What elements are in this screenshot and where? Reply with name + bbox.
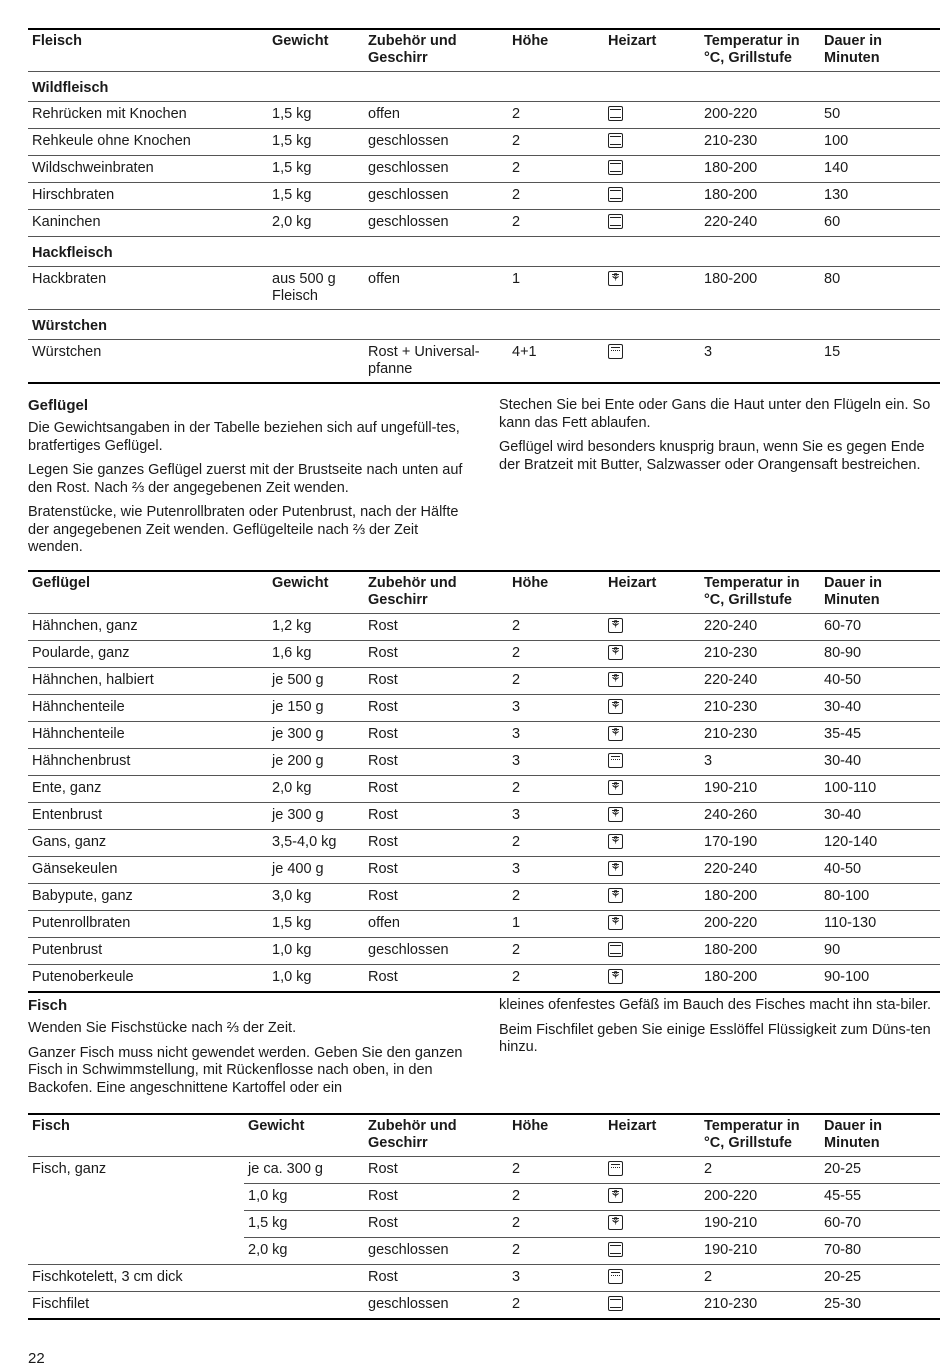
table-row — [28, 210, 940, 237]
cell-weight: 1,5 kg — [268, 183, 364, 210]
cell-level: 3 — [508, 857, 604, 884]
cell-duration: 140 — [820, 156, 940, 183]
col-header-heating: Heizart — [608, 575, 657, 591]
fan-grill-icon — [608, 861, 623, 876]
table-row — [28, 183, 940, 210]
top-bottom-icon — [608, 214, 623, 229]
cell-accessory: Rost — [364, 1157, 508, 1184]
cell-accessory: geschlossen — [364, 1238, 508, 1265]
cell-duration: 50 — [820, 102, 940, 129]
cell-weight: je 200 g — [268, 749, 364, 776]
table-row — [28, 830, 940, 857]
fan-grill-icon — [608, 271, 623, 286]
cell-temperature: 3 — [700, 340, 820, 384]
table-row — [28, 1211, 940, 1238]
cell-level: 3 — [508, 722, 604, 749]
cell-accessory: Rost — [364, 614, 508, 641]
cell-name: Würstchen — [28, 340, 268, 384]
fan-grill-icon — [608, 699, 623, 714]
section-row — [28, 310, 940, 340]
cell-duration: 80 — [820, 267, 940, 310]
cell-level: 2 — [508, 1157, 604, 1184]
cell-weight: 2,0 kg — [244, 1238, 364, 1265]
cell-accessory: Rost — [364, 803, 508, 830]
cell-name — [28, 1238, 244, 1265]
cell-heating — [604, 1238, 700, 1265]
table-row — [28, 1157, 940, 1184]
cell-heating — [604, 1157, 700, 1184]
cell-level: 1 — [508, 911, 604, 938]
cell-duration: 60-70 — [820, 614, 940, 641]
cell-temperature: 220-240 — [700, 857, 820, 884]
cell-level: 2 — [508, 102, 604, 129]
section-title: Wildfleisch — [28, 72, 940, 102]
cell-heating — [604, 1265, 700, 1292]
cell-weight: je 300 g — [268, 722, 364, 749]
table-row — [28, 668, 940, 695]
fan-grill-icon — [608, 672, 623, 687]
cell-name: Fischkotelett, 3 cm dick — [28, 1265, 244, 1292]
cell-level: 2 — [508, 884, 604, 911]
cell-duration: 60-70 — [820, 1211, 940, 1238]
section-row — [28, 237, 940, 267]
cell-heating — [604, 1184, 700, 1211]
table-row — [28, 614, 940, 641]
top-bottom-icon — [608, 942, 623, 957]
table-row — [28, 129, 940, 156]
col-header-temperature: Temperatur in °C, Grillstufe — [704, 33, 800, 66]
cell-accessory: geschlossen — [364, 156, 508, 183]
cell-name: Gans, ganz — [28, 830, 268, 857]
cell-heating — [604, 1292, 700, 1320]
cell-duration: 70-80 — [820, 1238, 940, 1265]
fan-grill-icon — [608, 834, 623, 849]
cell-weight: 1,0 kg — [268, 938, 364, 965]
top-bottom-icon — [608, 1296, 623, 1311]
cell-temperature: 210-230 — [700, 722, 820, 749]
cell-level: 2 — [508, 830, 604, 857]
col-header-accessory: Zubehör und Geschirr — [368, 575, 457, 608]
cell-temperature: 180-200 — [700, 938, 820, 965]
table-row — [28, 857, 940, 884]
table-row — [28, 267, 940, 310]
cell-name: Kaninchen — [28, 210, 268, 237]
cell-temperature: 180-200 — [700, 267, 820, 310]
table-row — [28, 695, 940, 722]
cell-name: Hirschbraten — [28, 183, 268, 210]
cell-heating — [604, 210, 700, 237]
cell-weight: je ca. 300 g — [244, 1157, 364, 1184]
cell-level: 3 — [508, 749, 604, 776]
col-header-fish: Fisch — [32, 1118, 70, 1134]
table-row — [28, 641, 940, 668]
table-row — [28, 722, 940, 749]
cell-name: Entenbrust — [28, 803, 268, 830]
cell-weight: 1,0 kg — [268, 965, 364, 993]
cell-duration: 100 — [820, 129, 940, 156]
col-header-meat: Fleisch — [32, 33, 82, 49]
top-bottom-icon — [608, 106, 623, 121]
table-row — [28, 884, 940, 911]
cell-level: 2 — [508, 776, 604, 803]
cell-weight: 1,5 kg — [268, 911, 364, 938]
cell-temperature: 180-200 — [700, 156, 820, 183]
cell-heating — [604, 695, 700, 722]
table-header-row — [28, 571, 940, 614]
cell-temperature: 210-230 — [700, 129, 820, 156]
table-row — [28, 156, 940, 183]
fan-grill-icon — [608, 969, 623, 984]
cell-temperature: 200-220 — [700, 1184, 820, 1211]
cell-temperature: 180-200 — [700, 965, 820, 993]
cell-duration: 40-50 — [820, 668, 940, 695]
fan-grill-icon — [608, 915, 623, 930]
cell-temperature: 180-200 — [700, 183, 820, 210]
cell-name: Putenoberkeule — [28, 965, 268, 993]
cell-weight — [244, 1265, 364, 1292]
paragraph: Beim Fischfilet geben Sie einige Esslöffel Flüssigkeit zum Düns-ten hinzu. — [499, 1021, 931, 1055]
cell-temperature: 170-190 — [700, 830, 820, 857]
cell-name: Wildschweinbraten — [28, 156, 268, 183]
cell-accessory: Rost + Universal-pfanne — [364, 340, 508, 384]
cell-name: Hähnchenteile — [28, 695, 268, 722]
cell-heating — [604, 156, 700, 183]
table-row — [28, 965, 940, 993]
col-header-level: Höhe — [512, 33, 549, 49]
cell-name: Babypute, ganz — [28, 884, 268, 911]
cell-heating — [604, 183, 700, 210]
cell-level: 2 — [508, 183, 604, 210]
cell-heating — [604, 776, 700, 803]
cell-temperature: 200-220 — [700, 911, 820, 938]
section-title: Würstchen — [28, 310, 940, 340]
cell-weight: je 400 g — [268, 857, 364, 884]
cell-name: Hähnchenbrust — [28, 749, 268, 776]
cell-level: 2 — [508, 938, 604, 965]
cell-name: Hähnchenteile — [28, 722, 268, 749]
cell-weight: je 150 g — [268, 695, 364, 722]
cell-weight — [268, 340, 364, 384]
cell-accessory: Rost — [364, 857, 508, 884]
section-title-fish: Fisch — [28, 997, 68, 1014]
cell-heating — [604, 722, 700, 749]
cell-level: 3 — [508, 803, 604, 830]
cell-heating — [604, 884, 700, 911]
table-row — [28, 1265, 940, 1292]
section-title-poultry: Geflügel — [28, 397, 89, 414]
cell-accessory: Rost — [364, 884, 508, 911]
cell-duration: 130 — [820, 183, 940, 210]
col-header-poultry: Geflügel — [32, 575, 91, 591]
cell-level: 2 — [508, 614, 604, 641]
col-header-duration: Dauer in Minuten — [824, 1118, 883, 1151]
grill-icon — [608, 1161, 623, 1176]
cell-weight: je 300 g — [268, 803, 364, 830]
cell-accessory: geschlossen — [364, 129, 508, 156]
cell-name: Fischfilet — [28, 1292, 244, 1320]
cell-name: Fisch, ganz — [32, 1161, 107, 1177]
section-title: Hackfleisch — [28, 237, 940, 267]
cell-accessory: geschlossen — [364, 183, 508, 210]
cell-duration: 90 — [820, 938, 940, 965]
cell-heating — [604, 830, 700, 857]
paragraph: Legen Sie ganzes Geflügel zuerst mit der Brustseite nach unten auf den Rost. Nach ⅔ der angegebenen Zeit wenden. — [28, 462, 463, 496]
cell-level: 2 — [508, 1238, 604, 1265]
cell-heating — [604, 102, 700, 129]
table-row — [28, 340, 940, 384]
cell-accessory: geschlossen — [364, 210, 508, 237]
cell-temperature: 220-240 — [700, 668, 820, 695]
table-header-row — [28, 1114, 940, 1157]
fan-grill-icon — [608, 807, 623, 822]
cell-heating — [604, 267, 700, 310]
cell-level: 3 — [508, 1265, 604, 1292]
fish-table — [28, 1113, 940, 1320]
table-row — [28, 749, 940, 776]
table-row — [28, 911, 940, 938]
cell-name: Ente, ganz — [28, 776, 268, 803]
cell-heating — [604, 965, 700, 993]
cell-accessory: Rost — [364, 749, 508, 776]
cell-accessory: geschlossen — [364, 1292, 508, 1320]
cell-duration: 20-25 — [820, 1265, 940, 1292]
cell-duration: 120-140 — [820, 830, 940, 857]
table-row — [28, 1184, 940, 1211]
cell-weight: 1,5 kg — [268, 156, 364, 183]
top-bottom-icon — [608, 160, 623, 175]
col-header-duration: Dauer in Minuten — [824, 33, 883, 66]
cell-accessory: Rost — [364, 668, 508, 695]
cell-weight: 3,5-4,0 kg — [268, 830, 364, 857]
top-bottom-icon — [608, 1242, 623, 1257]
paragraph: Geflügel wird besonders knusprig braun, wenn Sie es gegen Ende der Bratzeit mit Butter, Salzwasser oder Orangensaft bestreichen. — [499, 439, 925, 473]
paragraph: Wenden Sie Fischstücke nach ⅔ der Zeit. — [28, 1020, 297, 1036]
col-header-weight: Gewicht — [248, 1118, 305, 1134]
cell-heating — [604, 938, 700, 965]
cell-temperature: 190-210 — [700, 1238, 820, 1265]
cell-heating — [604, 749, 700, 776]
cell-duration: 15 — [820, 340, 940, 384]
page-number: 22 — [28, 1350, 45, 1367]
cell-temperature: 200-220 — [700, 102, 820, 129]
cell-heating — [604, 803, 700, 830]
cell-temperature: 2 — [700, 1157, 820, 1184]
cell-heating — [604, 1211, 700, 1238]
fan-grill-icon — [608, 618, 623, 633]
cell-temperature: 210-230 — [700, 641, 820, 668]
cell-duration: 20-25 — [820, 1157, 940, 1184]
cell-temperature: 220-240 — [700, 210, 820, 237]
cell-weight: aus 500 g Fleisch — [268, 267, 364, 310]
col-header-accessory: Zubehör und Geschirr — [368, 1118, 457, 1151]
cell-level: 2 — [508, 156, 604, 183]
cell-weight: 3,0 kg — [268, 884, 364, 911]
cell-name: Poularde, ganz — [28, 641, 268, 668]
paragraph: Ganzer Fisch muss nicht gewendet werden. Geben Sie den ganzen Fisch in Schwimmstellung, mit Rückenflosse nach oben, in den Backofen. Eine angeschnittene Kartoffel oder ein — [28, 1044, 463, 1096]
col-header-level: Höhe — [512, 575, 549, 591]
cell-heating — [604, 668, 700, 695]
col-header-temperature: Temperatur in °C, Grillstufe — [704, 575, 800, 608]
cell-name: Putenrollbraten — [28, 911, 268, 938]
table-header-row — [28, 29, 940, 72]
cell-accessory: offen — [364, 102, 508, 129]
cell-duration: 30-40 — [820, 749, 940, 776]
cell-level: 2 — [508, 210, 604, 237]
cell-accessory: Rost — [364, 1184, 508, 1211]
paragraph: Die Gewichtsangaben in der Tabelle beziehen sich auf ungefüll-tes, bratfertiges Geflügel. — [28, 420, 460, 454]
table-row — [28, 776, 940, 803]
fan-grill-icon — [608, 726, 623, 741]
cell-weight: 2,0 kg — [268, 776, 364, 803]
cell-accessory: Rost — [364, 641, 508, 668]
cell-temperature: 2 — [700, 1265, 820, 1292]
cell-accessory: offen — [364, 911, 508, 938]
cell-heating — [604, 911, 700, 938]
cell-weight: 1,5 kg — [268, 129, 364, 156]
cell-heating — [604, 340, 700, 384]
cell-duration: 80-100 — [820, 884, 940, 911]
cell-accessory: Rost — [364, 1211, 508, 1238]
col-header-heating: Heizart — [608, 1118, 657, 1134]
cell-accessory: geschlossen — [364, 938, 508, 965]
paragraph: Bratenstücke, wie Putenrollbraten oder Putenbrust, nach der Hälfte der angegebenen Zeit wenden. Geflügelteile nach ⅔ der Zeit wenden. — [28, 504, 459, 555]
top-bottom-icon — [608, 133, 623, 148]
poultry-table — [28, 570, 940, 993]
cell-level: 4+1 — [508, 340, 604, 384]
cell-weight: 2,0 kg — [268, 210, 364, 237]
cell-name: Hackbraten — [28, 267, 268, 310]
fan-grill-icon — [608, 888, 623, 903]
cell-temperature: 3 — [700, 749, 820, 776]
cell-heating — [604, 129, 700, 156]
fan-grill-icon — [608, 1188, 623, 1203]
table-row — [28, 1238, 940, 1265]
cell-duration: 40-50 — [820, 857, 940, 884]
grill-icon — [608, 753, 623, 768]
cell-accessory: Rost — [364, 776, 508, 803]
cell-weight: 1,5 kg — [244, 1211, 364, 1238]
table-row — [28, 1292, 940, 1320]
cell-name: Hähnchen, ganz — [28, 614, 268, 641]
cell-duration: 30-40 — [820, 695, 940, 722]
cell-name — [28, 1211, 244, 1238]
col-header-heating: Heizart — [608, 33, 657, 49]
cell-level: 2 — [508, 1184, 604, 1211]
cell-temperature: 210-230 — [700, 695, 820, 722]
cell-duration: 35-45 — [820, 722, 940, 749]
grill-icon — [608, 1269, 623, 1284]
top-bottom-icon — [608, 187, 623, 202]
cell-weight: 1,2 kg — [268, 614, 364, 641]
cell-temperature: 240-260 — [700, 803, 820, 830]
cell-name: Gänsekeulen — [28, 857, 268, 884]
col-header-temperature: Temperatur in °C, Grillstufe — [704, 1118, 800, 1151]
cell-duration: 100-110 — [820, 776, 940, 803]
cell-name: Hähnchen, halbiert — [28, 668, 268, 695]
section-row — [28, 72, 940, 102]
cell-weight — [244, 1292, 364, 1320]
table-row — [28, 803, 940, 830]
cell-duration: 80-90 — [820, 641, 940, 668]
cell-accessory: Rost — [364, 1265, 508, 1292]
cell-duration: 30-40 — [820, 803, 940, 830]
cell-weight: 1,6 kg — [268, 641, 364, 668]
cell-weight: 1,0 kg — [244, 1184, 364, 1211]
cell-weight: 1,5 kg — [268, 102, 364, 129]
fan-grill-icon — [608, 780, 623, 795]
cell-level: 2 — [508, 965, 604, 993]
cell-level: 1 — [508, 267, 604, 310]
grill-icon — [608, 344, 623, 359]
cell-heating — [604, 857, 700, 884]
col-header-level: Höhe — [512, 1118, 549, 1134]
cell-temperature: 210-230 — [700, 1292, 820, 1320]
cell-accessory: offen — [364, 267, 508, 310]
fan-grill-icon — [608, 645, 623, 660]
cell-duration: 25-30 — [820, 1292, 940, 1320]
cell-duration: 60 — [820, 210, 940, 237]
cell-name: Rehkeule ohne Knochen — [28, 129, 268, 156]
paragraph: kleines ofenfestes Gefäß im Bauch des Fisches macht ihn sta-biler. — [499, 997, 931, 1013]
cell-temperature: 180-200 — [700, 884, 820, 911]
paragraph: Stechen Sie bei Ente oder Gans die Haut unter den Flügeln ein. So kann das Fett ablaufen. — [499, 397, 931, 431]
cell-duration: 90-100 — [820, 965, 940, 993]
cell-level: 2 — [508, 129, 604, 156]
cell-heating — [604, 614, 700, 641]
cell-accessory: Rost — [364, 722, 508, 749]
cell-heating — [604, 641, 700, 668]
meat-table — [28, 28, 940, 384]
col-header-duration: Dauer in Minuten — [824, 575, 883, 608]
cell-level: 2 — [508, 641, 604, 668]
fan-grill-icon — [608, 1215, 623, 1230]
cell-accessory: Rost — [364, 830, 508, 857]
cell-accessory: Rost — [364, 965, 508, 993]
cell-level: 2 — [508, 668, 604, 695]
col-header-weight: Gewicht — [272, 33, 329, 49]
cell-weight: je 500 g — [268, 668, 364, 695]
col-header-weight: Gewicht — [272, 575, 329, 591]
cell-level: 2 — [508, 1292, 604, 1320]
cell-name: Rehrücken mit Knochen — [28, 102, 268, 129]
cell-duration: 45-55 — [820, 1184, 940, 1211]
cell-name: Putenbrust — [28, 938, 268, 965]
cell-temperature: 190-210 — [700, 776, 820, 803]
col-header-accessory: Zubehör und Geschirr — [368, 33, 457, 66]
cell-level: 2 — [508, 1211, 604, 1238]
cell-name — [28, 1184, 244, 1211]
cell-temperature: 190-210 — [700, 1211, 820, 1238]
table-row — [28, 938, 940, 965]
cell-level: 3 — [508, 695, 604, 722]
cell-duration: 110-130 — [820, 911, 940, 938]
cell-accessory: Rost — [364, 695, 508, 722]
cell-temperature: 220-240 — [700, 614, 820, 641]
table-row — [28, 102, 940, 129]
